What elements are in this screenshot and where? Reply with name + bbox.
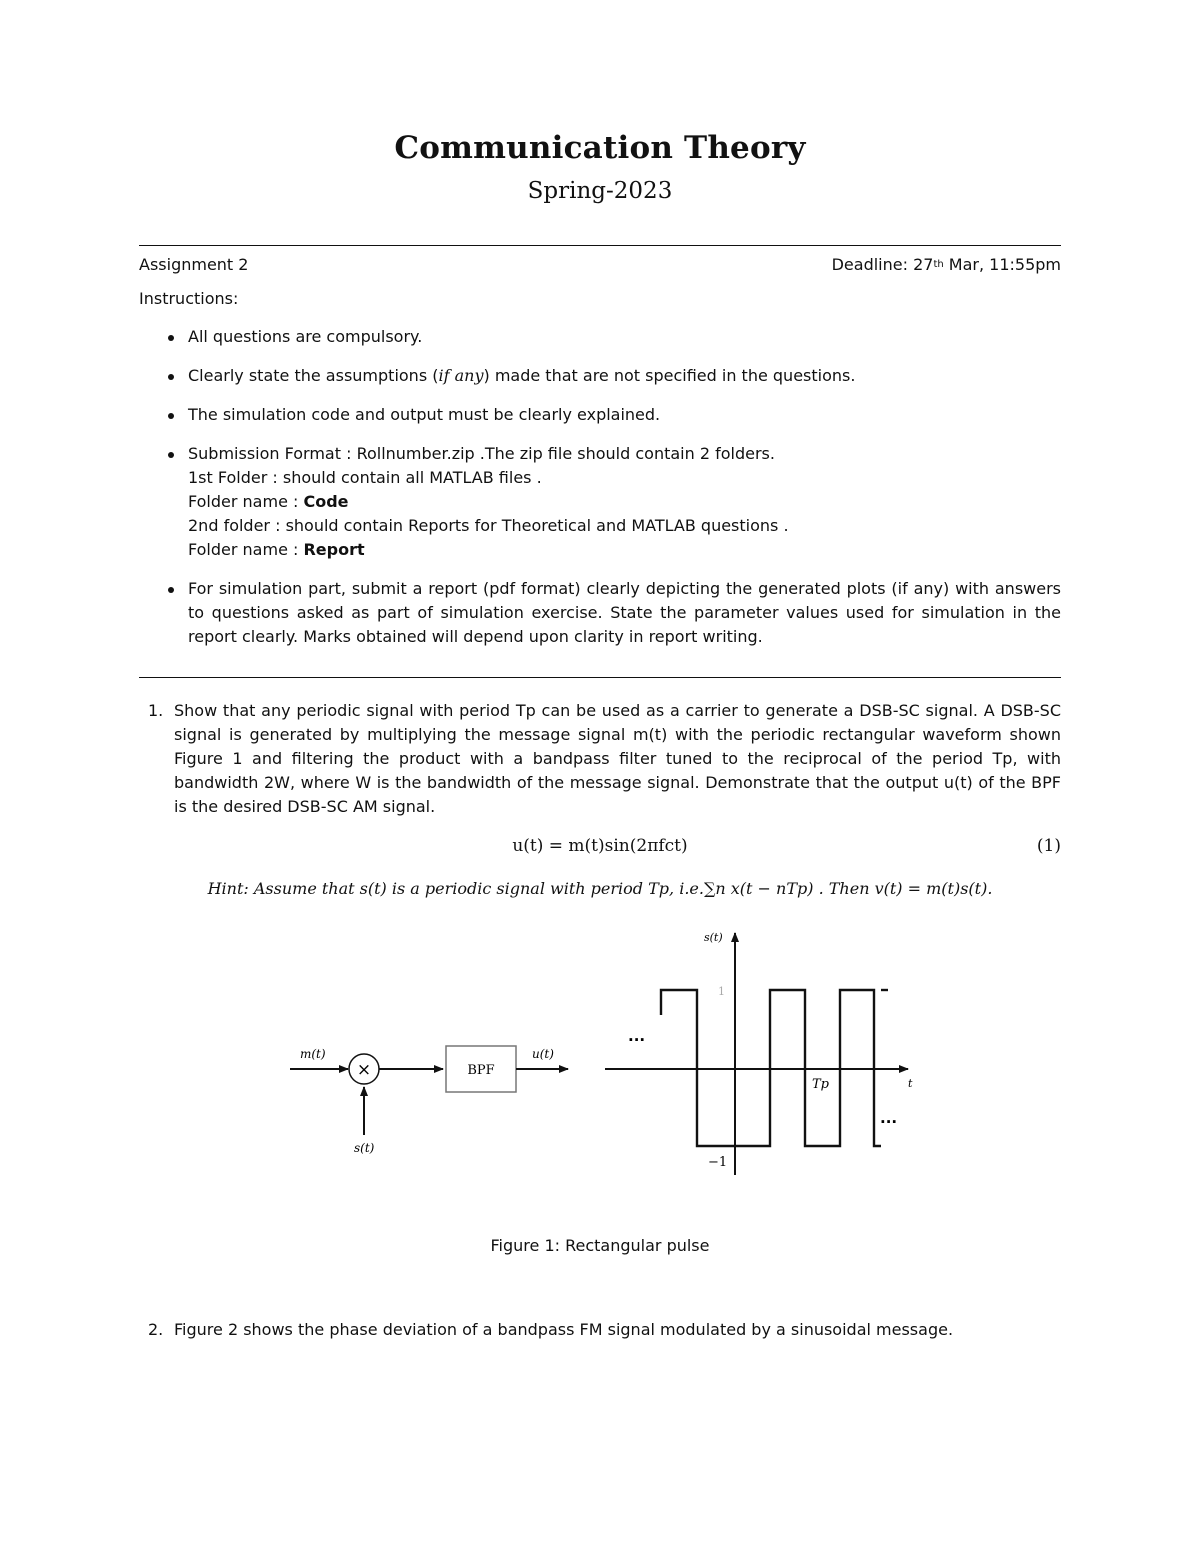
- label-s: s(t): [354, 1141, 375, 1155]
- instruction-text: Clearly state the assumptions (: [188, 366, 439, 385]
- instruction-text: ) made that are not specified in the questions.: [483, 366, 856, 385]
- folder1-desc: 1st Folder : should contain all MATLAB files .: [188, 468, 542, 487]
- instruction-item: [168, 442, 1061, 562]
- instructions-label: Instructions:: [139, 289, 239, 308]
- document-title: Communication Theory: [394, 130, 806, 166]
- instruction-item: [168, 325, 1061, 349]
- top-rule: [139, 245, 1061, 246]
- deadline-prefix: Deadline: 27: [831, 255, 934, 274]
- label-t: t: [908, 1077, 913, 1090]
- hint: Hint: Assume that s(t) is a periodic signal with period Tp, i.e.∑n x(t − nTp) . Then v(t) = m(t)s(t).: [207, 879, 993, 898]
- equation-number: (1): [1036, 836, 1061, 856]
- question-text: Show that any periodic signal with period Tp can be used as a carrier to generate a DSB-SC signal. A DSB-SC signal is generated by multiplying the message signal m(t) with the periodic rectangular waveform shown Figure 1 and filtering the product with a bandpass filter tuned to the reciprocal of the period Tp, with bandwidth 2W, where W is the bandwidth of the message signal. Demonstrate that the output u(t) of the BPF is the desired DSB-SC AM signal.: [174, 701, 1061, 816]
- instructions-list: [168, 325, 1061, 664]
- label-tp: Tp: [812, 1077, 829, 1092]
- submission-format: Submission Format : Rollnumber.zip .The zip file should contain 2 folders.: [188, 444, 775, 463]
- folder-name-value: Code: [303, 492, 349, 511]
- multiply-icon: ×: [356, 1060, 372, 1080]
- instruction-emphasis: if any: [438, 366, 484, 385]
- assignment-label: Assignment 2: [139, 255, 249, 274]
- label-m: m(t): [300, 1047, 326, 1061]
- deadline-sup: th: [933, 259, 944, 270]
- instruction-item: [168, 364, 1061, 388]
- instruction-item: [168, 403, 1061, 427]
- figure-caption: Figure 1: Rectangular pulse: [490, 1236, 710, 1255]
- instruction-item: [168, 577, 1061, 649]
- instruction-text: For simulation part, submit a report (pdf format) clearly depicting the generated plots (if any) with answers to questions asked as part of simulation exercise. State the parameter values used for simulation in the report clearly. Marks obtained will depend upon clarity in report writing.: [188, 579, 1061, 646]
- label-bpf: BPF: [467, 1063, 495, 1078]
- instruction-text: All questions are compulsory.: [188, 327, 423, 346]
- deadline: [832, 253, 1061, 280]
- dots-left: ...: [628, 1027, 646, 1045]
- label-s-axis: s(t): [704, 931, 723, 944]
- folder-name-label: Folder name :: [188, 540, 304, 559]
- folder-name-value: Report: [303, 540, 365, 559]
- section-rule: [139, 677, 1061, 678]
- label-minus-one: −1: [708, 1155, 728, 1170]
- question-number: 2.: [148, 1320, 164, 1339]
- folder2-name: [188, 538, 1061, 562]
- document-subtitle: Spring-2023: [527, 178, 673, 204]
- figure-1: [280, 925, 920, 1185]
- question-1: [148, 699, 1061, 819]
- equation-1: u(t) = m(t)sin(2πfct): [512, 836, 688, 856]
- instruction-text: The simulation code and output must be clearly explained.: [188, 405, 661, 424]
- folder1-name: [188, 490, 1061, 514]
- dots-right: ...: [880, 1109, 898, 1127]
- deadline-suffix: Mar, 11:55pm: [943, 255, 1061, 274]
- label-u: u(t): [532, 1047, 554, 1061]
- folder-name-label: Folder name :: [188, 492, 304, 511]
- folder2-desc: 2nd folder : should contain Reports for Theoretical and MATLAB questions .: [188, 516, 789, 535]
- question-text: Figure 2 shows the phase deviation of a bandpass FM signal modulated by a sinusoidal message.: [174, 1320, 954, 1339]
- label-one: 1: [718, 985, 725, 998]
- question-number: 1.: [148, 701, 164, 720]
- question-2: [148, 1318, 1061, 1342]
